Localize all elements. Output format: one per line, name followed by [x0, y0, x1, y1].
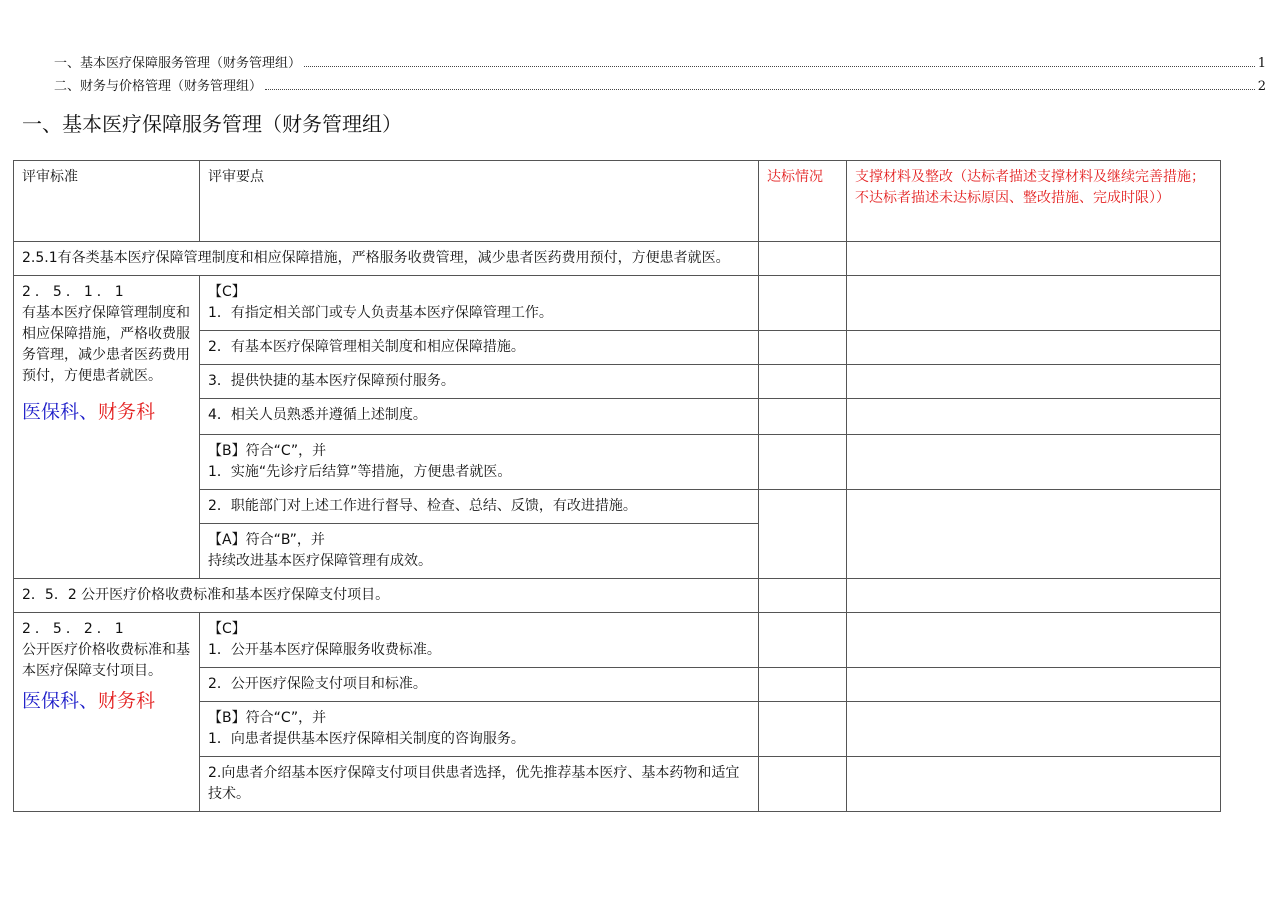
grade-c-label: 【C】 — [208, 284, 246, 300]
header-points: 评审要点 — [200, 161, 759, 242]
status-cell[interactable] — [759, 702, 847, 757]
standard-2-5-1-1 — [14, 276, 200, 579]
toc-entry[interactable] — [54, 75, 1266, 98]
point-text: 2．有基本医疗保障管理相关制度和相应保障措施。 — [200, 331, 759, 365]
status-cell[interactable] — [759, 242, 847, 276]
toc-entry-label[interactable]: 二、财务与价格管理（财务管理组） — [54, 79, 263, 94]
section-title: 一、基本医疗保障服务管理（财务管理组） — [22, 112, 402, 136]
status-cell[interactable] — [759, 490, 847, 579]
status-cell[interactable] — [759, 613, 847, 668]
dept-medical-insurance: 医保科 — [22, 401, 80, 423]
toc-entry-label[interactable]: 一、基本医疗保障服务管理（财务管理组） — [54, 56, 302, 71]
standard-2-5-1: 2.5.1有各类基本医疗保障管理制度和相应保障措施，严格服务收费管理，减少患者医药费用预付，方便患者就医。 — [14, 242, 759, 276]
table-header-row — [14, 161, 1221, 242]
grade-c-label: 【C】 — [208, 621, 246, 637]
status-cell[interactable] — [759, 435, 847, 490]
header-standard: 评审标准 — [14, 161, 200, 242]
table-row — [14, 276, 1221, 331]
header-materials: 支撑材料及整改（达标者描述支撑材料及继续完善措施；不达标者描述未达标原因、整改措施、完成时限）） — [847, 161, 1221, 242]
responsible-departments — [22, 688, 191, 714]
materials-cell[interactable] — [847, 613, 1221, 668]
status-cell[interactable] — [759, 365, 847, 399]
standard-text: 有基本医疗保障管理制度和相应保障措施，严格收费服务管理，减少患者医药费用预付，方便患者就医。 — [22, 305, 190, 384]
evaluation-table — [13, 160, 1221, 812]
header-status: 达标情况 — [759, 161, 847, 242]
standard-2-5-2: 2．5．2 公开医疗价格收费标准和基本医疗保障支付项目。 — [14, 579, 759, 613]
materials-cell[interactable] — [847, 276, 1221, 331]
point-text: 2．职能部门对上述工作进行督导、检查、总结、反馈，有改进措施。 — [200, 490, 759, 524]
dept-finance: 财务科 — [98, 690, 156, 712]
table-row — [14, 242, 1221, 276]
materials-cell[interactable] — [847, 242, 1221, 276]
standard-code: 2．5．2．1 — [22, 621, 128, 637]
materials-cell[interactable] — [847, 435, 1221, 490]
table-of-contents — [54, 52, 1266, 98]
table-row — [14, 579, 1221, 613]
status-cell[interactable] — [759, 399, 847, 435]
toc-leader-dots — [265, 89, 1255, 90]
point-cell — [200, 524, 759, 579]
point-text: 1．实施“先诊疗后结算”等措施，方便患者就医。 — [208, 464, 512, 480]
point-cell — [200, 435, 759, 490]
dept-separator: 、 — [79, 401, 99, 423]
dept-finance: 财务科 — [98, 401, 156, 423]
responsible-departments — [22, 399, 191, 425]
point-text: 2．公开医疗保险支付项目和标准。 — [200, 668, 759, 702]
point-text: 2.向患者介绍基本医疗保障支付项目供患者选择，优先推荐基本医疗、基本药物和适宜技术。 — [200, 757, 759, 812]
point-cell — [200, 702, 759, 757]
materials-cell[interactable] — [847, 702, 1221, 757]
grade-b-label: 【B】符合“C”，并 — [208, 710, 327, 726]
materials-cell[interactable] — [847, 579, 1221, 613]
materials-cell[interactable] — [847, 668, 1221, 702]
toc-leader-dots — [304, 66, 1255, 67]
point-text: 1．向患者提供基本医疗保障相关制度的咨询服务。 — [208, 731, 525, 747]
point-cell — [200, 613, 759, 668]
standard-2-5-2-1 — [14, 613, 200, 812]
status-cell[interactable] — [759, 331, 847, 365]
dept-medical-insurance: 医保科 — [22, 690, 80, 712]
point-text: 持续改进基本医疗保障管理有成效。 — [208, 553, 432, 569]
standard-code: 2．5．1．1 — [22, 284, 128, 300]
point-text: 3．提供快捷的基本医疗保障预付服务。 — [200, 365, 759, 399]
point-cell — [200, 276, 759, 331]
status-cell[interactable] — [759, 668, 847, 702]
point-text: 1．有指定相关部门或专人负责基本医疗保障管理工作。 — [208, 305, 553, 321]
point-text: 1．公开基本医疗保障服务收费标准。 — [208, 642, 441, 658]
grade-a-label: 【A】符合“B”，并 — [208, 532, 325, 548]
dept-separator: 、 — [79, 690, 99, 712]
toc-entry[interactable] — [54, 52, 1266, 75]
materials-cell[interactable] — [847, 757, 1221, 812]
materials-cell[interactable] — [847, 331, 1221, 365]
point-text: 4．相关人员熟悉并遵循上述制度。 — [200, 399, 759, 435]
toc-entry-page[interactable]: 1 — [1257, 56, 1266, 71]
status-cell[interactable] — [759, 757, 847, 812]
table-row — [14, 613, 1221, 668]
standard-text: 公开医疗价格收费标准和基本医疗保障支付项目。 — [22, 642, 190, 679]
toc-entry-page[interactable]: 2 — [1257, 79, 1266, 94]
grade-b-label: 【B】符合“C”，并 — [208, 443, 327, 459]
status-cell[interactable] — [759, 276, 847, 331]
materials-cell[interactable] — [847, 365, 1221, 399]
materials-cell[interactable] — [847, 490, 1221, 579]
materials-cell[interactable] — [847, 399, 1221, 435]
status-cell[interactable] — [759, 579, 847, 613]
